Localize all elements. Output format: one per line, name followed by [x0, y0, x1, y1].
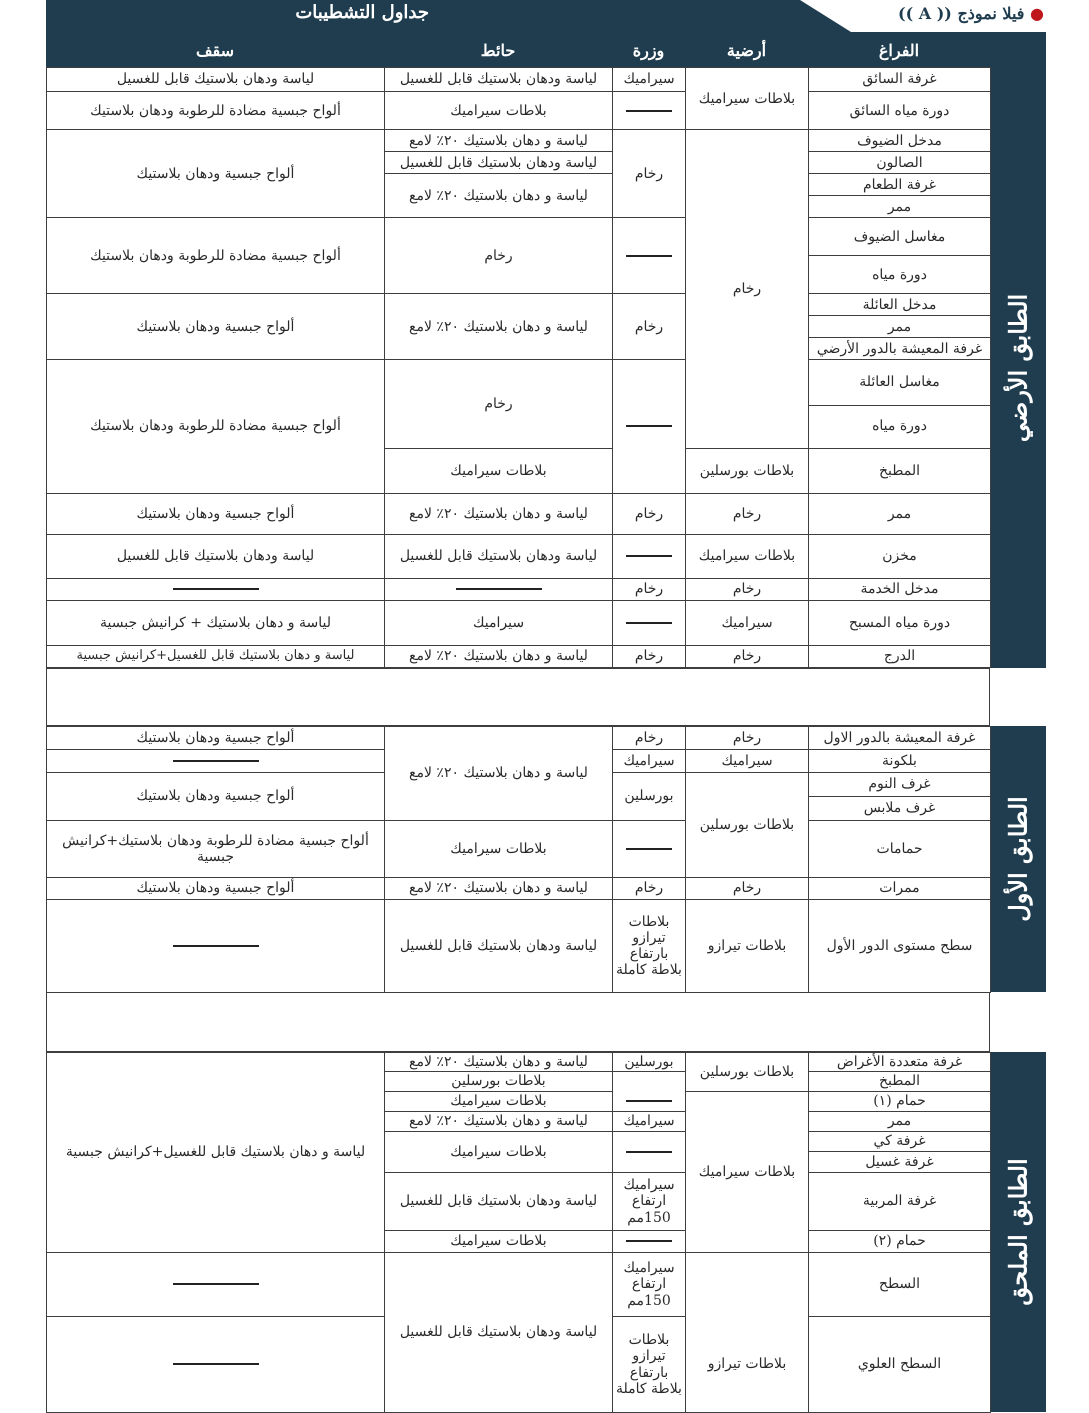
skirting-none-dash: [613, 360, 686, 493]
model-letter: A: [918, 4, 932, 23]
wall-cell: لياسة و دهان بلاستيك ٢٠٪ لامع: [385, 174, 613, 218]
floor-cell: سيراميك: [686, 600, 809, 645]
table-row: [47, 92, 991, 130]
model-badge: ● فيلا نموذج (( A )): [898, 4, 1044, 23]
space-cell: مدخل الضيوف: [809, 130, 991, 152]
table-row: [47, 727, 991, 750]
space-cell: غرفة السائق: [809, 68, 991, 92]
space-cell: غرفة المربية: [809, 1173, 991, 1231]
skirting-none-dash: [613, 1092, 686, 1112]
wall-cell: لياسة و دهان بلاستيك ٢٠٪ لامع: [385, 1112, 613, 1132]
space-cell: مدخل الخدمة: [809, 578, 991, 600]
space-cell: حمام (٢): [809, 1231, 991, 1253]
wall-cell: لياسة ودهان بلاستيك قابل للغسيل: [385, 534, 613, 578]
wall-cell: لياسة ودهان بلاستيك قابل للغسيل: [385, 1173, 613, 1231]
space-cell: المطبخ: [809, 448, 991, 493]
floor-label-ground: الطابق الأرضي: [990, 67, 1046, 668]
ceiling-cell: ألواح جبسية ودهان بلاستيك: [47, 493, 385, 534]
wall-cell: لياسة و دهان بلاستيك ٢٠٪ لامع: [385, 1053, 613, 1072]
col-header-floor: أرضية: [726, 40, 767, 60]
skirting-cell: بورسلين: [613, 1053, 686, 1072]
ceiling-none-dash: [47, 750, 385, 773]
ceiling-cell: ألواح جبسية مضادة للرطوبة ودهان بلاستيك: [47, 218, 385, 294]
table-row: [47, 1053, 991, 1072]
wall-cell: بلاطات سيراميك: [385, 1092, 613, 1112]
skirting-none-dash: [613, 821, 686, 878]
wall-cell: بلاطات سيراميك: [385, 448, 613, 493]
ceiling-none-dash: [47, 900, 385, 993]
skirting-cell: سيراميك: [613, 750, 686, 773]
space-cell: غرفة متعددة الأغراض: [809, 1053, 991, 1072]
wall-cell: لياسة ودهان بلاستيك قابل للغسيل: [385, 1253, 613, 1413]
table-row: [47, 294, 991, 316]
space-cell: غرفة المعيشة بالدور الأرضي: [809, 338, 991, 360]
skirting-cell: بلاطات تيرازو بارتفاع بلاطة كاملة: [613, 900, 686, 993]
skirting-cell: رخام: [613, 294, 686, 360]
floor-cell: بلاطات سيراميك: [686, 68, 809, 130]
space-cell: مدخل العائلة: [809, 294, 991, 316]
space-cell: غرفة غسيل: [809, 1152, 991, 1173]
floor-cell: بلاطات تيرازو: [686, 1317, 809, 1413]
space-cell: ممر: [809, 196, 991, 218]
table-row: [47, 878, 991, 900]
ground-floor-table: [46, 67, 991, 668]
wall-none-dash: [385, 578, 613, 600]
space-cell: دورة مياه السائق: [809, 92, 991, 130]
table-row: [47, 900, 991, 993]
skirting-cell: سيراميك: [613, 1112, 686, 1132]
ceiling-cell: لياسة ودهان بلاستيك قابل للغسيل: [47, 534, 385, 578]
first-floor-table: [46, 726, 991, 993]
space-cell: دورة مياه: [809, 256, 991, 294]
floor-cell: رخام: [686, 493, 809, 534]
wall-cell: بلاطات سيراميك: [385, 92, 613, 130]
col-header-wall: حائط: [480, 40, 516, 60]
skirting-cell: رخام: [613, 578, 686, 600]
wall-cell: لياسة و دهان بلاستيك ٢٠٪ لامع: [385, 130, 613, 152]
skirting-cell: بورسلين: [613, 773, 686, 821]
skirting-none-dash: [613, 1231, 686, 1253]
skirting-cell: رخام: [613, 130, 686, 218]
skirting-cell: رخام: [613, 727, 686, 750]
wall-cell: لياسة ودهان بلاستيك قابل للغسيل: [385, 68, 613, 92]
space-cell: سطح مستوى الدور الأول: [809, 900, 991, 993]
col-header-space: الفراغ: [878, 40, 920, 60]
floor-cell: رخام: [686, 130, 809, 448]
ceiling-cell: لياسة و دهان بلاستيك قابل للغسيل+كرانيش جبسية: [47, 645, 385, 667]
table-row: [47, 493, 991, 534]
ceiling-none-dash: [47, 578, 385, 600]
space-cell: المطبخ: [809, 1072, 991, 1092]
table-row: [47, 1253, 991, 1317]
table-row: [47, 645, 991, 667]
table-row: [47, 600, 991, 645]
floor-cell: بلاطات سيراميك: [686, 1092, 809, 1253]
table-row: [47, 130, 991, 152]
wall-cell: رخام: [385, 218, 613, 294]
space-cell: غرفة المعيشة بالدور الاول: [809, 727, 991, 750]
floor-cell: رخام: [686, 878, 809, 900]
floor-empty: [686, 1253, 809, 1317]
skirting-cell: رخام: [613, 645, 686, 667]
space-cell: حمامات: [809, 821, 991, 878]
wall-cell: بلاطات سيراميك: [385, 1231, 613, 1253]
floor-cell: سيراميك: [686, 750, 809, 773]
ceiling-none-dash: [47, 1253, 385, 1317]
floor-cell: بلاطات تيرازو: [686, 900, 809, 993]
space-cell: ممر: [809, 1112, 991, 1132]
space-cell: السطح العلوي: [809, 1317, 991, 1413]
ceiling-cell: ألواح جبسية مضادة للرطوبة ودهان بلاستيك: [47, 360, 385, 493]
space-cell: غرفة كي: [809, 1132, 991, 1152]
skirting-cell: سيراميك: [613, 68, 686, 92]
wall-cell: بلاطات بورسلين: [385, 1072, 613, 1092]
space-cell: ممر: [809, 316, 991, 338]
table-row: [47, 68, 991, 92]
skirting-empty: [613, 1072, 686, 1092]
wall-cell: بلاطات سيراميك: [385, 1132, 613, 1173]
wall-cell: لياسة و دهان بلاستيك ٢٠٪ لامع: [385, 294, 613, 360]
col-header-ceiling: سقف: [195, 40, 235, 60]
space-cell: دورة مياه المسبح: [809, 600, 991, 645]
space-cell: دورة مياه: [809, 405, 991, 448]
skirting-cell: سيراميك ارتفاع 150مم: [613, 1173, 686, 1231]
floor-cell: بلاطات بورسلين: [686, 448, 809, 493]
wall-cell: سيراميك: [385, 600, 613, 645]
floor-cell: بلاطات سيراميك: [686, 534, 809, 578]
table-row: [47, 578, 991, 600]
section-separator: [46, 668, 990, 726]
floor-cell: رخام: [686, 578, 809, 600]
skirting-none-dash: [613, 534, 686, 578]
floor-cell: بلاطات بورسلين: [686, 773, 809, 878]
floor-cell: رخام: [686, 645, 809, 667]
floor-label-first: الطابق الأول: [990, 726, 1046, 992]
wall-cell: لياسة و دهان بلاستيك ٢٠٪ لامع: [385, 493, 613, 534]
floor-label-annex: الطابق الملحق: [990, 1052, 1046, 1412]
ceiling-none-dash: [47, 1317, 385, 1413]
space-cell: الدرج: [809, 645, 991, 667]
floor-cell: بلاطات بورسلين: [686, 1053, 809, 1092]
space-cell: حمام (١): [809, 1092, 991, 1112]
space-cell: مغاسل العائلة: [809, 360, 991, 405]
table-row: [47, 360, 991, 405]
skirting-cell: بلاطات تيرازو بارتفاع بلاطة كاملة: [613, 1317, 686, 1413]
skirting-none-dash: [613, 92, 686, 130]
skirting-none-dash: [613, 600, 686, 645]
space-cell: ممر: [809, 493, 991, 534]
table-row: [47, 218, 991, 256]
floor-cell: رخام: [686, 727, 809, 750]
skirting-none-dash: [613, 218, 686, 294]
ceiling-cell: ألواح جبسية ودهان بلاستيك: [47, 294, 385, 360]
ceiling-cell: ألواح جبسية ودهان بلاستيك: [47, 878, 385, 900]
space-cell: بلكونة: [809, 750, 991, 773]
space-cell: السطح: [809, 1253, 991, 1317]
wall-cell: لياسة و دهان بلاستيك ٢٠٪ لامع: [385, 727, 613, 821]
ceiling-cell: ألواح جبسية ودهان بلاستيك: [47, 130, 385, 218]
wall-cell: لياسة و دهان بلاستيك ٢٠٪ لامع: [385, 878, 613, 900]
model-label: فيلا نموذج: [957, 4, 1025, 23]
skirting-cell: رخام: [613, 493, 686, 534]
wall-cell: لياسة ودهان بلاستيك قابل للغسيل: [385, 900, 613, 993]
space-cell: غرفة الطعام: [809, 174, 991, 196]
wall-cell: بلاطات سيراميك: [385, 821, 613, 878]
ceiling-cell: ألواح جبسية ودهان بلاستيك: [47, 773, 385, 821]
ceiling-cell: لياسة و دهان بلاستيك + كرانيش جبسية: [47, 600, 385, 645]
table-row: [47, 821, 991, 878]
annex-floor-table: [46, 1052, 991, 1413]
ceiling-cell: ألواح جبسية مضادة للرطوبة ودهان بلاستيك: [47, 92, 385, 130]
page-title: جداول التشطيبات: [295, 2, 429, 23]
section-separator: [46, 992, 990, 1052]
skirting-cell: سيراميك ارتفاع 150مم: [613, 1253, 686, 1317]
col-header-skirting: وزرة: [632, 40, 665, 60]
space-cell: غرف النوم: [809, 773, 991, 797]
space-cell: ممرات: [809, 878, 991, 900]
space-cell: مخزن: [809, 534, 991, 578]
wall-cell: رخام: [385, 360, 613, 448]
space-cell: الصالون: [809, 152, 991, 174]
wall-cell: لياسة ودهان بلاستيك قابل للغسيل: [385, 152, 613, 174]
table-row: [47, 534, 991, 578]
ceiling-cell: لياسة ودهان بلاستيك قابل للغسيل: [47, 68, 385, 92]
space-cell: مغاسل الضيوف: [809, 218, 991, 256]
ceiling-cell: ألواح جبسية ودهان بلاستيك: [47, 727, 385, 750]
wall-cell: لياسة و دهان بلاستيك ٢٠٪ لامع: [385, 645, 613, 667]
ceiling-cell: ألواح جبسية مضادة للرطوبة ودهان بلاستيك+كرانيش جبسية: [47, 821, 385, 878]
skirting-cell: رخام: [613, 878, 686, 900]
ceiling-cell: لياسة و دهان بلاستيك قابل للغسيل+كرانيش جبسية: [47, 1053, 385, 1253]
bullet-icon: ●: [1030, 4, 1044, 23]
space-cell: غرف ملابس: [809, 797, 991, 821]
skirting-none-dash: [613, 1132, 686, 1173]
